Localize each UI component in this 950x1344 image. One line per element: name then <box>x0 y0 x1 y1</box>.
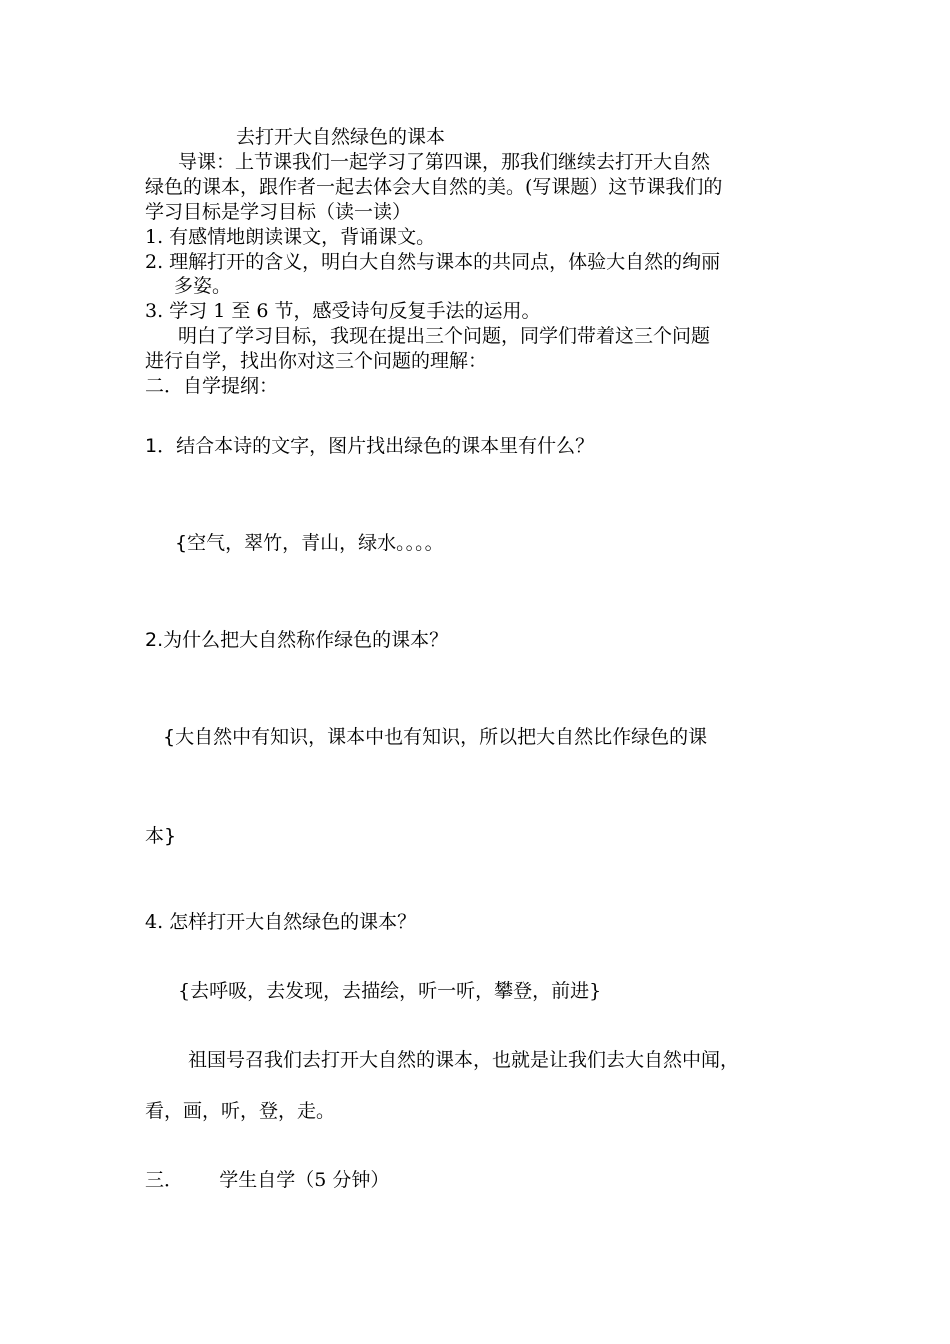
answer-2-line-1: {大自然中有知识，课本中也有知识，所以把大自然比作绿色的课 <box>163 726 708 748</box>
transition-line-1: 明白了学习目标，我现在提出三个问题，同学们带着这三个问题 <box>178 325 711 347</box>
document-title: 去打开大自然绿色的课本 <box>236 126 446 148</box>
section-2-heading: 二．自学提纲： <box>145 375 279 397</box>
question-2: 2.为什么把大自然称作绿色的课本？ <box>145 629 449 651</box>
section-3-heading: 三． 学生自学（5 分钟） <box>145 1169 390 1191</box>
answer-4: {去呼吸，去发现，去描绘，听一听，攀登，前进} <box>178 980 602 1002</box>
goal-3: 3. 学习 1 至 6 节，感受诗句反复手法的运用。 <box>145 300 541 322</box>
intro-line-3: 学习目标是学习目标（读一读） <box>145 201 412 223</box>
answer-2-line-2: 本} <box>145 825 177 847</box>
intro-line-1: 导课：上节课我们一起学习了第四课，那我们继续去打开大自然 <box>178 151 711 173</box>
question-4: 4. 怎样打开大自然绿色的课本？ <box>145 911 417 933</box>
intro-line-2: 绿色的课本，跟作者一起去体会大自然的美。(写课题）这节课我们的 <box>145 176 723 198</box>
goal-2-continuation: 多姿。 <box>174 275 232 297</box>
summary-line-2: 看，画，听，登，走。 <box>145 1100 336 1122</box>
transition-line-2: 进行自学，找出你对这三个问题的理解： <box>145 350 488 372</box>
summary-line-1: 祖国号召我们去打开大自然的课本，也就是让我们去大自然中闻， <box>188 1049 740 1071</box>
goal-1: 1. 有感情地朗读课文，背诵课文。 <box>145 226 436 248</box>
goal-2: 2. 理解打开的含义，明白大自然与课本的共同点，体验大自然的绚丽 <box>145 251 721 273</box>
answer-1: {空气，翠竹，青山，绿水。。。。 <box>175 532 444 554</box>
question-1: 1．结合本诗的文字，图片找出绿色的课本里有什么？ <box>145 435 595 457</box>
